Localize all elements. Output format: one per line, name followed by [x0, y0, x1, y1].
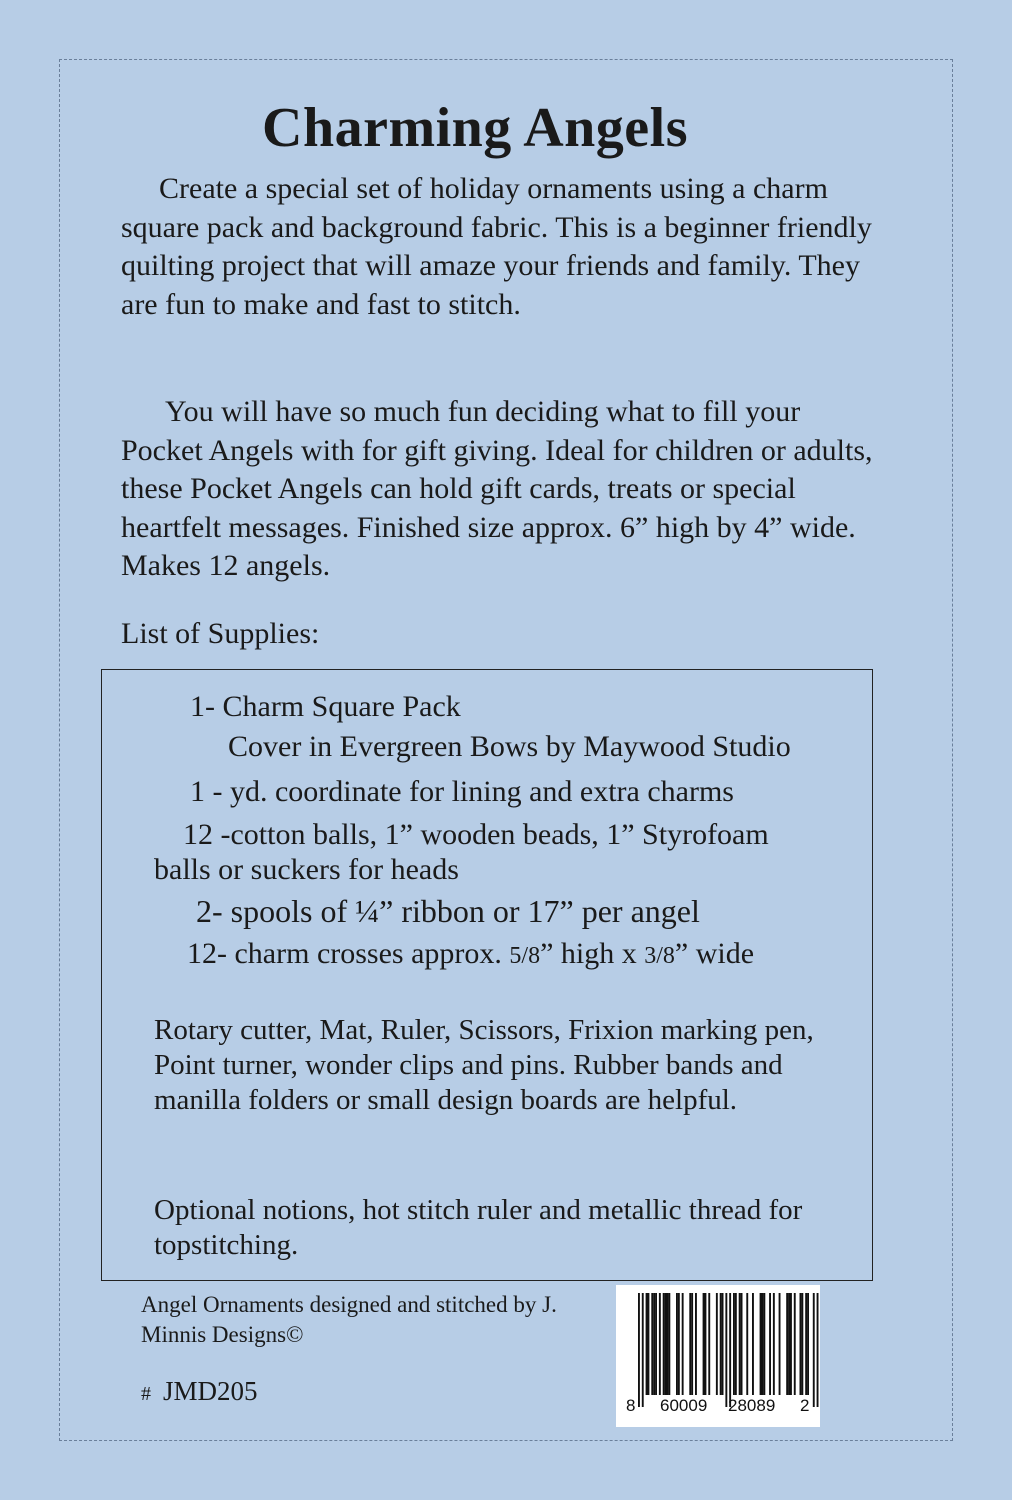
barcode-bar: [667, 1293, 669, 1395]
barcode-check-digit: 2: [800, 1396, 810, 1415]
barcode-bar: [705, 1293, 707, 1395]
barcode-bar: [663, 1293, 665, 1395]
barcode-bar: [665, 1293, 667, 1395]
barcode-bar: [729, 1293, 731, 1407]
barcode-bar: [752, 1293, 754, 1395]
barcode-bar: [722, 1293, 724, 1395]
page-title: Charming Angels: [262, 97, 688, 159]
barcode-bar: [655, 1293, 657, 1395]
designer-credit: Angel Ornaments designed and stitched by J. Minnis Designs©: [141, 1292, 557, 1347]
barcode-bar: [716, 1293, 718, 1395]
barcode-bar: [800, 1293, 802, 1395]
barcode-bar: [769, 1293, 771, 1395]
barcode-bar: [668, 1293, 670, 1395]
barcode-bar: [805, 1293, 807, 1395]
crosses-text-a: 12- charm crosses approx.: [187, 937, 510, 970]
barcode-bar: [653, 1293, 655, 1395]
hash-symbol: #: [141, 1383, 151, 1405]
barcode-bar: [676, 1293, 678, 1395]
barcode-bar: [807, 1293, 809, 1395]
barcode-bar: [659, 1293, 661, 1395]
barcode-bar: [790, 1293, 792, 1395]
barcode-bar: [689, 1293, 691, 1395]
supply-item-coordinate: [190, 775, 734, 809]
description-paragraph: [121, 393, 881, 586]
description-text: You will have so much fun deciding what to fill your Pocket Angels with for gift giving. Ideal for children or adults, these Pocket Angels can hold gift cards, treats or special heartfelt messages. Finished size approx. 6” high by 4” wide. Makes 12 angels.: [121, 395, 873, 582]
barcode-lead-digit: 8: [626, 1396, 636, 1415]
crosses-height: 5/8: [509, 943, 541, 969]
barcode-bar: [788, 1293, 790, 1395]
crosses-width: 3/8: [644, 943, 675, 969]
barcode-bar: [708, 1293, 710, 1395]
barcode-bar: [703, 1293, 705, 1395]
barcode-bar: [794, 1293, 796, 1395]
supply-text: - yd. coordinate for lining and extra charms: [205, 775, 734, 808]
barcode-bar: [651, 1293, 653, 1395]
supply-qty: 1: [190, 775, 205, 808]
barcode-bar: [648, 1293, 650, 1395]
supply-item-heads-cont: balls or suckers for heads: [154, 853, 459, 886]
supply-text: - Charm Square Pack: [205, 690, 461, 723]
barcode-bar: [720, 1293, 722, 1395]
barcode-bar: [817, 1293, 819, 1407]
barcode-bar: [741, 1293, 743, 1395]
optional-notions: Optional notions, hot stitch ruler and metallic thread for topstitching.: [154, 1194, 803, 1261]
barcode-bar: [746, 1293, 748, 1395]
supply-item-crosses: [187, 937, 754, 971]
supply-qty: 1: [190, 690, 205, 723]
barcode-bar: [773, 1293, 775, 1395]
barcode-bar: [735, 1293, 737, 1395]
barcode-right-digits: 28089: [728, 1396, 776, 1415]
supply-item-ribbon: 2- spools of ¼” ribbon or 17” per angel: [196, 893, 700, 929]
supplies-heading: List of Supplies:: [121, 617, 320, 650]
barcode-bar: [763, 1293, 765, 1395]
tools-list: Rotary cutter, Mat, Ruler, Scissors, Frixion marking pen, Point turner, wonder clips and pins. Rubber bands and manilla folders or small design boards are helpful.: [154, 1014, 814, 1116]
barcode-bar: [695, 1293, 697, 1395]
barcode-bar: [646, 1293, 648, 1395]
product-code: [141, 1376, 258, 1407]
barcode-bar: [682, 1293, 684, 1395]
barcode-bar: [725, 1293, 727, 1407]
barcode-bar: [678, 1293, 680, 1395]
supply-item-charm-pack: [190, 690, 461, 724]
barcode-bar: [813, 1293, 815, 1407]
sku-code: JMD205: [163, 1376, 258, 1406]
barcode-bar: [691, 1293, 693, 1395]
barcode-left-digits: 60009: [660, 1396, 708, 1415]
barcode-bar: [786, 1293, 788, 1395]
barcode-bar: [779, 1293, 781, 1395]
supply-item-heads: 12 -cotton balls, 1” wooden beads, 1” Styrofoam: [183, 818, 769, 851]
intro-paragraph: [121, 170, 881, 324]
barcode-bar: [801, 1293, 803, 1395]
barcode-bar: [642, 1293, 644, 1407]
crosses-text-e: ” wide: [674, 937, 755, 970]
intro-text: Create a special set of holiday ornaments using a charm square pack and background fabric. This is a beginner friendly quilting project that will amaze your friends and family. They are fun to make and fast to stitch.: [121, 172, 872, 321]
barcode-bar: [638, 1293, 640, 1407]
barcode-bar: [733, 1293, 735, 1395]
barcode-bar: [762, 1293, 764, 1395]
crosses-text-c: ” high x: [540, 937, 645, 970]
barcode-digits: [616, 1396, 820, 1422]
barcode: [616, 1285, 820, 1427]
barcode-bar: [760, 1293, 762, 1395]
barcode-bar: [739, 1293, 741, 1395]
supply-item-charm-pack-detail: Cover in Evergreen Bows by Maywood Studio: [228, 730, 791, 763]
